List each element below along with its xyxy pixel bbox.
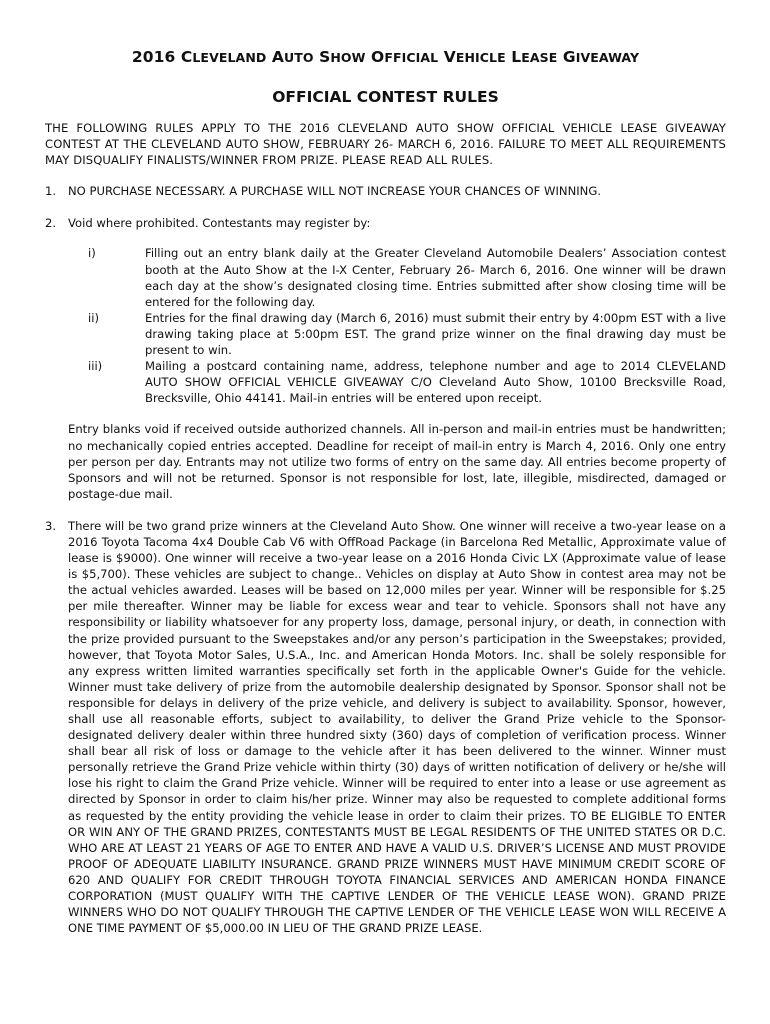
rule-text: Void where prohibited. Contestants may register by: bbox=[68, 216, 371, 231]
title-word-cap: G bbox=[562, 48, 576, 66]
title-word-cap: L bbox=[511, 48, 522, 66]
entry-methods-list bbox=[68, 245, 726, 406]
document-subtitle: OFFICIAL CONTEST RULES bbox=[272, 88, 499, 106]
entry-note-paragraph: Entry blanks void if received outside authorized channels. All in-person and mail-in entries must be handwritten; no mechanically copied entries accepted. Deadline for receipt of mail-in entry is March 4, 2016. Only one entry per person per day. Entrants may not utilize two forms of entry on the same day. All entries become property of Sponsors and will not be returned. Sponsor is not responsible for lost, late, illegible, misdirected, damaged or postage-due mail. bbox=[68, 422, 726, 501]
entry-method-number: ii) bbox=[88, 310, 99, 325]
title-word-rest: HOW bbox=[330, 50, 366, 65]
title-year: 2016 bbox=[131, 48, 176, 66]
title-word-rest: LEVELAND bbox=[192, 50, 267, 65]
title-word-rest: EHICLE bbox=[455, 50, 506, 65]
rule-item-2 bbox=[45, 215, 726, 231]
title-word-cap: C bbox=[180, 48, 193, 66]
title-word-rest: IVEAWAY bbox=[575, 50, 640, 65]
title-word-rest: FFICIAL bbox=[384, 50, 439, 65]
entry-method-number: i) bbox=[88, 246, 96, 261]
title-word-cap: V bbox=[443, 48, 456, 66]
rule-number: 3. bbox=[45, 518, 57, 533]
title-word-rest: UTO bbox=[283, 50, 314, 65]
entry-method-text: Filling out an entry blank daily at the Greater Cleveland Automobile Dealers’ Association contest booth at the Auto Show at the I-X Center, February 26- March 6, 2016. One winner will be drawn each day at the show’s designated closing time. Entries submitted after show closing time will be entered for the following day. bbox=[145, 246, 726, 309]
document-title bbox=[45, 48, 726, 66]
entry-method-item bbox=[68, 310, 726, 358]
rule-number: 2. bbox=[45, 216, 57, 231]
entry-method-item bbox=[68, 358, 726, 406]
rule-item-1 bbox=[45, 183, 726, 199]
entry-method-number: iii) bbox=[88, 359, 103, 374]
rule-text: There will be two grand prize winners at the Cleveland Auto Show. One winner will receive a two-year lease on a 2016 Toyota Tacoma 4x4 Double Cab V6 with OffRoad Package (in Barcelona Red Metallic, Approximate value of lease is $9000). One winner will receive a two-year lease on a 2016 Honda Civic LX (Approximate value of lease is $5,700). These vehicles are subject to change.. Vehicles on display at Auto Show in contest area may not be the actual vehicles awarded. Leases will be based on 12,000 miles per year. Winner will be responsible for $.25 per mile thereafter. Winner may be liable for excess wear and tear to vehicle. Sponsors shall not have any responsibility or liability whatsoever for any property loss, damage, personal injury, or death, in connection with the prize provided pursuant to the Sweepstakes and/or any person’s participation in the Sweepstakes; provided, however, that Toyota Motor Sales, U.S.A., Inc. and American Honda Motors. Inc. shall be solely responsible for any express written limited warranties specifically set forth in the applicable Owner's Guide for the vehicle. Winner must take delivery of prize from the automobile dealership designated by Sponsor. Sponsor shall not be responsible for delays in delivery of the prize vehicle, and delivery is subject to availability. Sponsor, however, shall use all reasonable efforts, subject to availability, to deliver the Grand Prize vehicle to the Sponsor-designated delivery dealer within three hundred sixty (360) days of completion of verification process. Winner shall bear all risk of loss or damage to the vehicle after it has been delivered to the winner. Winner must personally retrieve the Grand Prize vehicle within thirty (30) days of written notification of delivery or he/she will lose his right to claim the Grand Prize vehicle. Winner will be required to enter into a lease or use agreement as directed by Sponsor in order to claim his/her prize. Winner may also be requested to complete additional forms as requested by the entity providing the vehicle lease in order to claim their prizes. TO BE ELIGIBLE TO ENTER OR WIN ANY OF THE GRAND PRIZES, CONTESTANTS MUST BE LEGAL RESIDENTS OF THE UNITED STATES OR D.C. WHO ARE AT LEAST 21 YEARS OF AGE TO ENTER AND HAVE A VALID U.S. DRIVER’S LICENSE AND MUST PROVIDE PROOF OF ADEQUATE LIABILITY INSURANCE. GRAND PRIZE WINNERS MUST HAVE MINIMUM CREDIT SCORE OF 620 AND QUALIFY FOR CREDIT THROUGH TOYOTA FINANCIAL SERVICES AND AMERICAN HONDA FINANCE CORPORATION (MUST QUALIFY WITH THE CAPTIVE LENDER OF THE VEHICLE LEASE WON). GRAND PRIZE WINNERS WHO DO NOT QUALIFY THROUGH THE CAPTIVE LENDER OF THE VEHICLE LEASE WON WILL RECEIVE A ONE TIME PAYMENT OF $5,000.00 IN LIEU OF THE GRAND PRIZE LEASE. bbox=[68, 518, 726, 936]
entry-method-item bbox=[68, 245, 726, 309]
rule-text: NO PURCHASE NECESSARY. A PURCHASE WILL NOT INCREASE YOUR CHANCES OF WINNING. bbox=[68, 184, 602, 199]
title-word-rest: EASE bbox=[521, 50, 558, 65]
title-word-cap: A bbox=[271, 48, 284, 66]
title-word-cap: S bbox=[319, 48, 331, 66]
entry-method-text: Entries for the final drawing day (March 6, 2016) must submit their entry by 4:00pm EST with a live drawing taking place at 5:00pm EST. The grand prize winner on the final drawing day must be present to win. bbox=[145, 310, 726, 358]
intro-paragraph: THE FOLLOWING RULES APPLY TO THE 2016 CLEVELAND AUTO SHOW OFFICIAL VEHICLE LEASE GIVEAWAY CONTEST AT THE CLEVELAND AUTO SHOW, FEBRUARY 26- MARCH 6, 2016. FAILURE TO MEET ALL REQUIREMENTS MAY DISQUALIFY FINALISTS/WINNER FROM PRIZE. PLEASE READ ALL RULES. bbox=[45, 121, 726, 168]
title-word-cap: O bbox=[371, 48, 385, 66]
rule-number: 1. bbox=[45, 184, 57, 199]
rule-item-3 bbox=[45, 518, 726, 936]
entry-method-text: Mailing a postcard containing name, address, telephone number and age to 2014 CLEVELAND AUTO SHOW OFFICIAL VEHICLE GIVEAWAY C/O Cleveland Auto Show, 10100 Brecksville Road, Brecksville, Ohio 44141. Mail-in entries will be entered upon receipt. bbox=[145, 359, 726, 406]
